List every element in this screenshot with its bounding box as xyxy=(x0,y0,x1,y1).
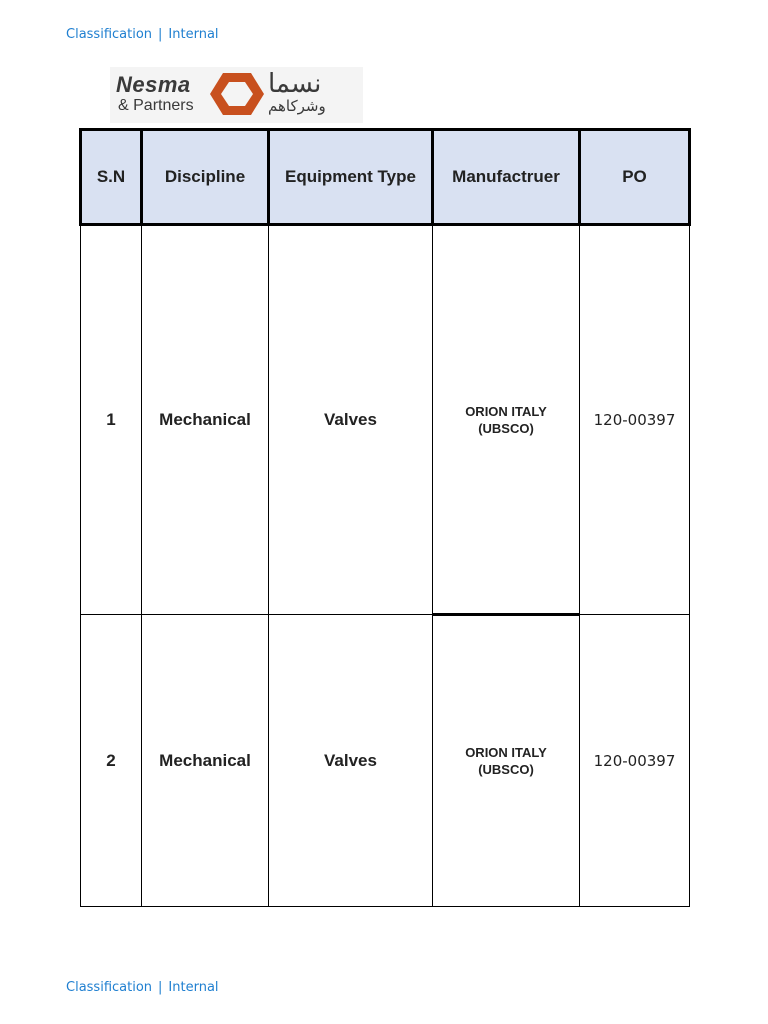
logo-name-en: Nesma xyxy=(116,72,191,97)
classification-separator: | xyxy=(158,980,163,995)
column-header-po: PO xyxy=(580,130,690,225)
classification-level: Internal xyxy=(168,27,219,42)
classification-separator: | xyxy=(158,27,163,42)
cell-po: 120-00397 xyxy=(580,225,690,615)
column-header-equipment-type: Equipment Type xyxy=(269,130,433,225)
column-header-sn: S.N xyxy=(81,130,142,225)
cell-po: 120-00397 xyxy=(580,615,690,907)
classification-footer xyxy=(66,980,219,995)
manufacturer-name: ORION ITALY xyxy=(465,403,547,419)
cell-sn: 1 xyxy=(81,225,142,615)
classification-level: Internal xyxy=(168,980,219,995)
cell-discipline: Mechanical xyxy=(142,615,269,907)
cell-equipment-type: Valves xyxy=(269,225,433,615)
logo-subtitle-ar: وشركاهم xyxy=(268,97,326,115)
company-logo xyxy=(110,67,363,123)
table-row xyxy=(81,225,690,615)
logo-subtitle-en: & Partners xyxy=(118,97,194,114)
cell-sn: 2 xyxy=(81,615,142,907)
equipment-table xyxy=(79,128,691,907)
manufacturer-name: ORION ITALY xyxy=(465,745,547,760)
table-row xyxy=(81,615,690,907)
classification-label: Classification xyxy=(66,27,153,42)
column-header-discipline: Discipline xyxy=(142,130,269,225)
manufacturer-note: (UBSCO) xyxy=(478,420,534,436)
logo-name-ar: نسما xyxy=(268,69,322,99)
table-header-row xyxy=(81,130,690,225)
classification-header xyxy=(66,27,219,42)
hexagon-icon xyxy=(208,70,266,118)
cell-equipment-type: Valves xyxy=(269,615,433,907)
cell-manufacturer xyxy=(433,615,580,907)
cell-discipline: Mechanical xyxy=(142,225,269,615)
cell-manufacturer xyxy=(433,225,580,615)
column-header-manufacturer: Manufactruer xyxy=(433,130,580,225)
classification-label: Classification xyxy=(66,980,153,995)
manufacturer-note: (UBSCO) xyxy=(478,762,534,777)
